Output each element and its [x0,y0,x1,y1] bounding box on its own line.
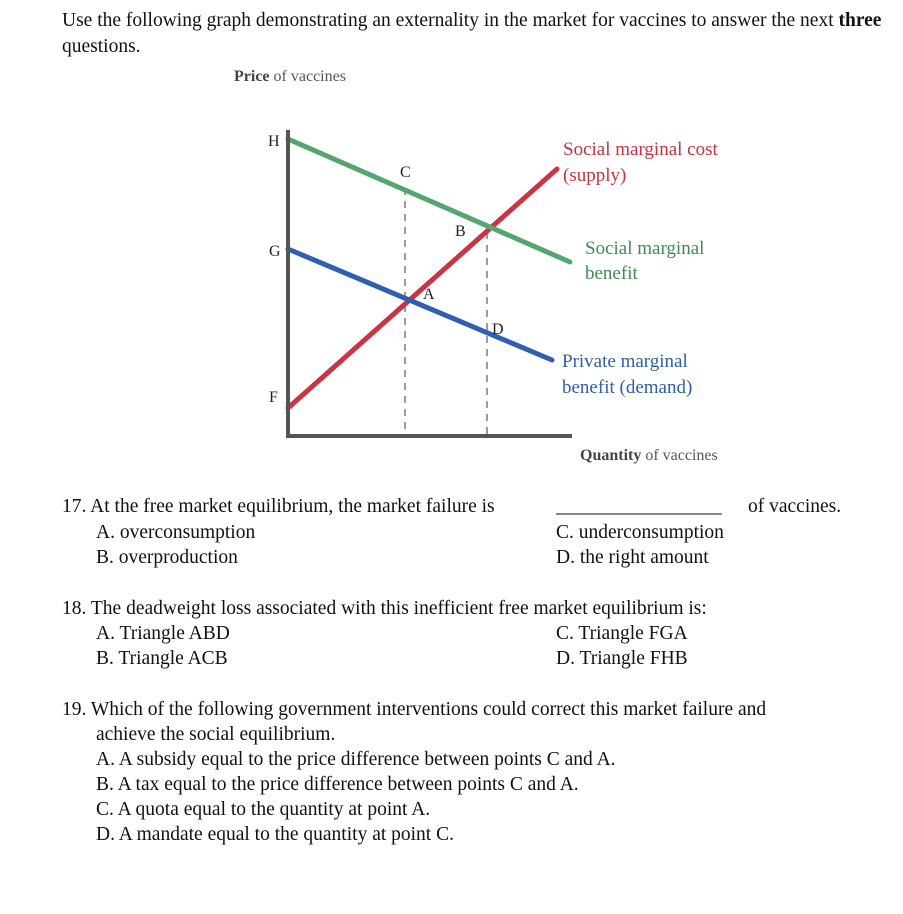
point-label-a: A [423,286,435,303]
q18-option-b: B. Triangle ACB [96,648,228,669]
question-17 [62,494,495,520]
q18-option-a: A. Triangle ABD [96,623,230,644]
q19-option-a: A. A subsidy equal to the price difference between points C and A. [96,749,616,770]
point-label-b: B [455,223,466,240]
smb-label-line1: Social marginal [585,238,705,259]
private-marginal-benefit-curve [288,249,552,360]
y-axis-label: Price of vaccines [234,68,346,85]
intro-bold: three [838,10,882,31]
q18-option-c: C. Triangle FGA [556,623,688,644]
smb-label-line2: benefit [585,263,638,284]
pmb-label-line2: benefit (demand) [562,377,693,398]
q17-option-d: D. the right amount [556,547,709,568]
question-17-suffix: of vaccines. [748,496,842,517]
pmb-label-line1: Private marginal [562,351,688,372]
question-19-line2: achieve the social equilibrium. [96,724,336,745]
point-label-h: H [268,133,280,150]
q17-option-b: B. overproduction [96,547,238,568]
question-17-blank: _________________ [556,496,722,517]
q19-option-d: D. A mandate equal to the quantity at point C. [96,824,454,845]
supply-label-line2: (supply) [563,165,627,186]
q19-option-c: C. A quota equal to the quantity at point A. [96,799,431,820]
q17-option-a: A. overconsumption [96,522,256,543]
intro-part2: questions. [62,36,141,57]
supply-label-line1: Social marginal cost [563,139,718,160]
q17-option-c: C. underconsumption [556,522,724,543]
point-label-d: D [492,321,504,338]
point-label-c: C [400,164,411,181]
question-17-text: 17. At the free market equilibrium, the market failure is [62,496,495,517]
question-19-line1: 19. Which of the following government interventions could correct this market failure and [62,699,767,720]
point-label-f: F [269,389,278,406]
q18-option-d: D. Triangle FHB [556,648,688,669]
point-label-g: G [269,243,281,260]
social-marginal-benefit-curve [288,139,570,262]
intro-part1: Use the following graph demonstrating an externality in the market for vaccines to answer the next [62,10,839,31]
question-18-text: 18. The deadweight loss associated with this inefficient free market equilibrium is: [62,598,707,619]
q19-option-b: B. A tax equal to the price difference between points C and A. [96,774,579,795]
x-axis-label: Quantity of vaccines [580,447,718,464]
